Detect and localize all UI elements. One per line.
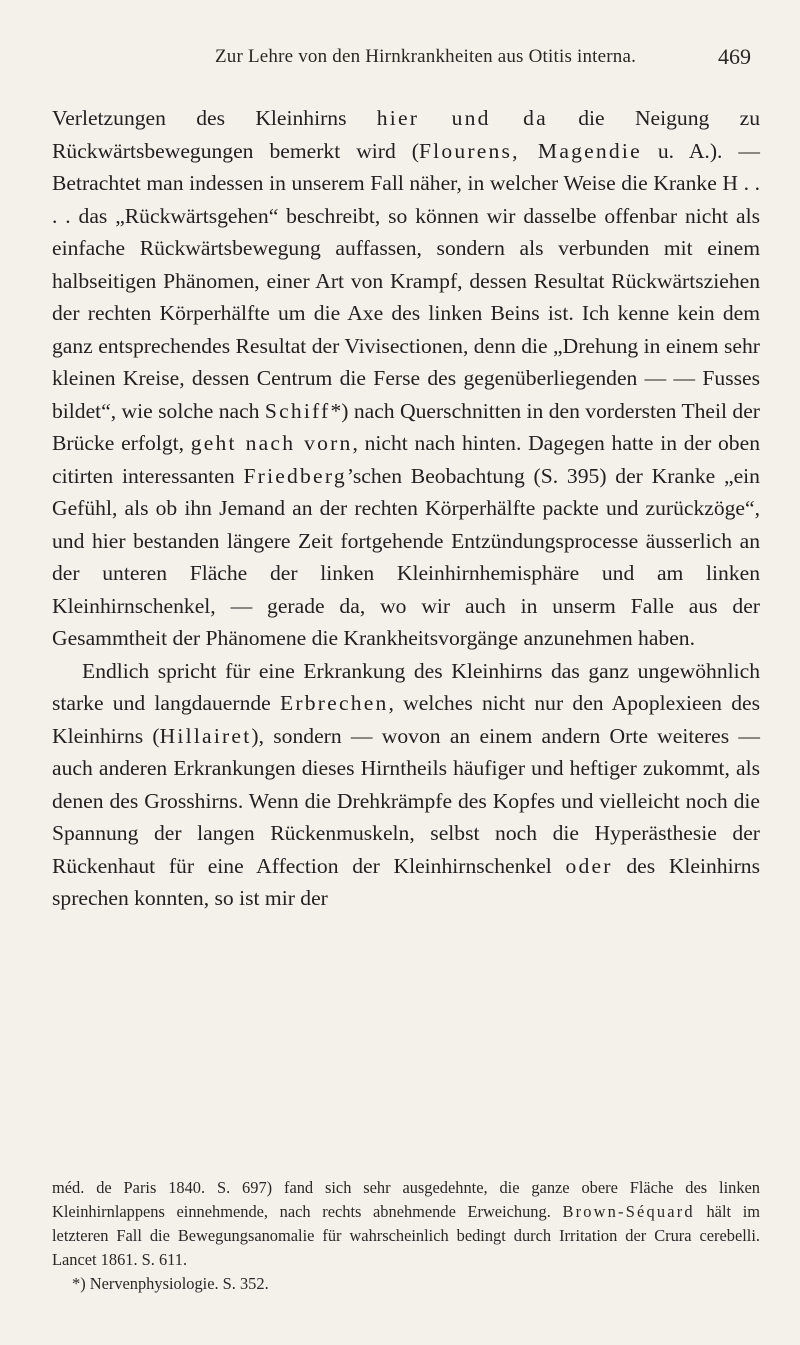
author-name-schiff: Schiff [264, 398, 331, 423]
body-text [52, 102, 760, 915]
footnotes [52, 1176, 760, 1296]
author-names: Flourens, Magendie [418, 138, 642, 163]
paragraph-1 [52, 102, 760, 655]
running-head: Zur Lehre von den Hirnkrankheiten aus Otitis interna. [215, 46, 637, 67]
footnote-continued [52, 1176, 760, 1272]
paragraph-2 [52, 655, 760, 915]
text-run: ’schen Beobachtung (S. 395) der Kranke „ein Gefühl, als ob ihn Jemand an der rechten Körperhälfte packte und zurückzöge“, und hier bestanden längere Zeit fortgehende Entzündungsprocesse äusserlich an der unteren Fläche der linken Kleinhirnhemisphäre und am linken Kleinhirnschenkel, — gerade da, wo wir auch in unserm Falle aus der Gesammtheit der Phänomene die Krankheitsvorgänge anzunehmen haben. [52, 463, 760, 650]
text-run: die Neigung zu Rückwärtsbewegungen bemerkt wird ( [52, 106, 761, 163]
page-number: 469 [718, 44, 751, 69]
text-run: *) nach Querschnitten in den vordersten Theil der Brücke erfolgt, [52, 398, 760, 455]
author-name-brown-sequard: Brown-Séquard [562, 1202, 695, 1221]
text-run: u. A.). — Betrachtet man indessen in unserem Fall näher, in welcher Weise die Kranke H . . . . das „Rückwärtsgehen“ beschreibt, so können wir dasselbe offenbar nicht als einfache Rückwärtsbewegung auffassen, sondern als verbunden mit einem halbseitigen Phänomen, einer Art von Krampf, dessen Resultat Rückwärtsziehen der rechten Körperhälfte um die Axe des linken Beins ist. Ich kenne kein dem ganz entsprechendes Resultat der Vivisectionen, denn die „Drehung in einem sehr kleinen Kreise, dessen Centrum die Ferse des gegenüberliegenden — — Fusses bildet“, wie solche nach [52, 138, 760, 423]
text-run: , welches nicht nur den Apoplexieen des Kleinhirns ( [52, 691, 760, 748]
author-name-friedberg: Friedberg [243, 463, 347, 488]
spaced-emphasis: hier und da [376, 106, 548, 130]
spaced-emphasis: oder [565, 853, 613, 878]
text-run: Endlich spricht für eine Erkrankung des Kleinhirns das ganz ungewöhnlich starke und langdauernde [52, 658, 760, 715]
spaced-emphasis: Erbrechen [280, 691, 389, 715]
spaced-emphasis: geht nach vorn [190, 431, 353, 455]
text-run: des Kleinhirns sprechen konnten, so ist mir der [52, 853, 760, 910]
text-run: Verletzungen des Kleinhirns [52, 106, 377, 130]
footnote-schiff: *) Nervenphysiologie. S. 352. [72, 1274, 269, 1293]
text-run: , nicht nach hinten. Dagegen hatte in der oben citirten interessanten [52, 431, 760, 488]
text-run: hält im letzteren Fall die Bewegungsanomalie für wahrscheinlich bedingt durch Irritation der Crura cerebelli. Lancet 1861. S. 611. [52, 1202, 761, 1269]
text-run: méd. de Paris 1840. S. 697) fand sich sehr ausgedehnte, die ganze obere Fläche des linken Kleinhirnlappens einnehmende, nach rechts abnehmende Erweichung. [52, 1178, 760, 1221]
author-name-hillairet: Hillairet [159, 723, 252, 748]
text-run: ), sondern — wovon an einem andern Orte weiteres — auch anderen Erkrankungen dieses Hirntheils häufiger und heftiger zukommt, als denen des Grosshirns. Wenn die Drehkrämpfe des Kopfes und vielleicht noch die Spannung der langen Rückenmuskeln, selbst noch die Hyperästhesie der Rückenhaut für eine Affection der Kleinhirnschenkel [52, 723, 760, 878]
